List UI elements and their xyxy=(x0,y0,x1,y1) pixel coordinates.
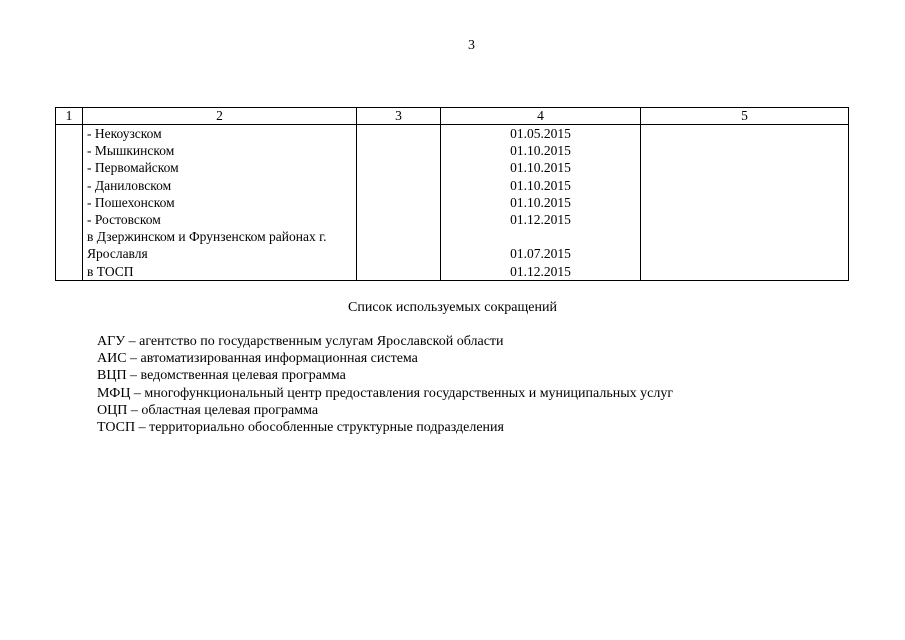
date-line: 01.10.2015 xyxy=(510,160,571,176)
abbreviation-item: ОЦП – областная целевая программа xyxy=(97,402,319,418)
date-line xyxy=(445,228,636,245)
date-line: 01.07.2015 xyxy=(510,246,571,262)
date-line: 01.12.2015 xyxy=(510,211,571,227)
header-col-2: 2 xyxy=(83,108,357,125)
data-table xyxy=(55,107,849,281)
date-line: 01.10.2015 xyxy=(510,194,571,210)
district-line: - Ростовском xyxy=(87,211,161,227)
abbreviation-item: ТОСП – территориально обособленные структурные подразделения xyxy=(97,419,504,435)
cell-col-5 xyxy=(641,125,849,281)
abbreviation-item: АГУ – агентство по государственным услугам Ярославской области xyxy=(97,334,504,349)
cell-col-4 xyxy=(441,125,641,281)
date-line: 01.10.2015 xyxy=(510,177,571,193)
header-col-4: 4 xyxy=(441,108,641,125)
page-number: 3 xyxy=(468,38,475,53)
table-header-row xyxy=(56,108,849,125)
abbreviation-item: МФЦ – многофункциональный центр предоставления государственных и муниципальных услуг xyxy=(97,385,674,401)
cell-col-1 xyxy=(56,125,83,281)
district-line: - Пошехонском xyxy=(87,194,175,210)
cell-col-3 xyxy=(357,125,441,281)
header-col-1: 1 xyxy=(56,108,83,125)
abbreviations-heading: Список используемых сокращений xyxy=(348,300,557,315)
abbreviation-item: ВЦП – ведомственная целевая программа xyxy=(97,368,346,384)
date-line: 01.05.2015 xyxy=(510,126,571,141)
district-line: Ярославля xyxy=(87,246,148,262)
district-line: в Дзержинском и Фрунзенском районах г. xyxy=(87,229,327,245)
district-line: - Даниловском xyxy=(87,177,172,193)
district-line: - Некоузском xyxy=(87,126,162,141)
abbreviations-list xyxy=(97,333,673,436)
district-line: в ТОСП xyxy=(87,263,134,279)
district-line: - Мышкинском xyxy=(87,143,175,159)
cell-col-2 xyxy=(83,125,357,281)
district-line: - Первомайском xyxy=(87,160,179,176)
date-line: 01.12.2015 xyxy=(510,263,571,279)
date-line: 01.10.2015 xyxy=(510,143,571,159)
table-row xyxy=(56,125,849,281)
header-col-3: 3 xyxy=(357,108,441,125)
header-col-5: 5 xyxy=(641,108,849,125)
abbreviation-item: АИС – автоматизированная информационная система xyxy=(97,351,418,367)
